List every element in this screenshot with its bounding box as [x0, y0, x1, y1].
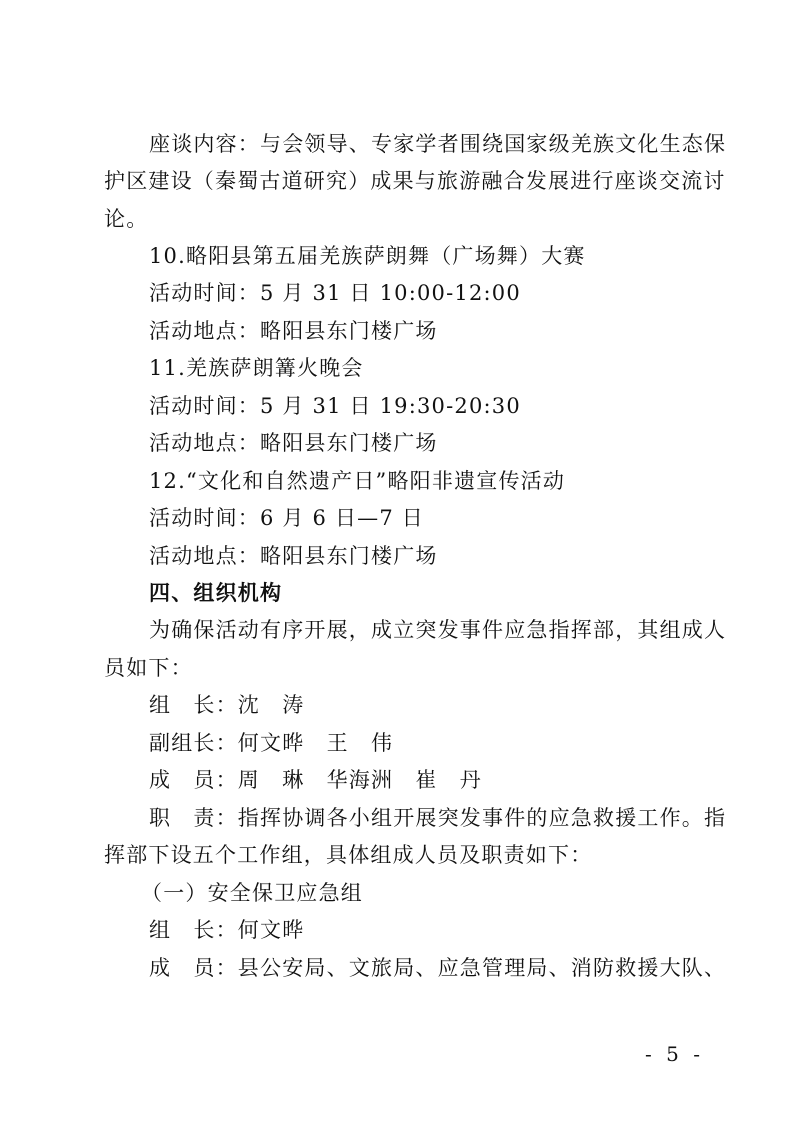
- activity-time: 活动时间：6 月 6 日—7 日: [149, 506, 424, 530]
- activity-location: 活动地点：略阳县东门楼广场: [149, 431, 438, 455]
- text-line: 挥部下设五个工作组，具体组成人员及职责如下：: [104, 843, 593, 867]
- members-line: 成 员：周 琳 华海洲 崔 丹: [149, 768, 482, 792]
- section-item-title: 12.“文化和自然遗产日”略阳非遗宣传活动: [149, 469, 566, 493]
- page-number: - 5 -: [645, 1042, 704, 1066]
- duties-line: 职 责：指挥协调各小组开展突发事件的应急救援工作。指: [149, 806, 727, 830]
- section-heading: 四、组织机构: [149, 581, 283, 605]
- members-line: 成 员：县公安局、文旅局、应急管理局、消防救援大队、: [149, 956, 727, 980]
- text-line: 为确保活动有序开展，成立突发事件应急指挥部，其组成人: [149, 618, 727, 642]
- activity-location: 活动地点：略阳县东门楼广场: [149, 544, 438, 568]
- section-item-title: 10.略阳县第五届羌族萨朗舞（广场舞）大赛: [149, 244, 586, 268]
- deputy-leader-line: 副组长：何文晔 王 伟: [149, 731, 394, 755]
- section-item-title: 11.羌族萨朗篝火晚会: [149, 356, 364, 380]
- text-line: 员如下：: [104, 656, 193, 680]
- text-line: 护区建设（秦蜀古道研究）成果与旅游融合发展进行座谈交流讨: [104, 169, 726, 193]
- text-line: 论。: [104, 207, 149, 231]
- activity-location: 活动地点：略阳县东门楼广场: [149, 319, 438, 343]
- activity-time: 活动时间：5 月 31 日 10:00-12:00: [149, 281, 521, 305]
- text-line: 座谈内容：与会领导、专家学者围绕国家级羌族文化生态保: [149, 132, 727, 156]
- subsection-heading: （一）安全保卫应急组: [141, 881, 363, 905]
- activity-time: 活动时间：5 月 31 日 19:30-20:30: [149, 394, 521, 418]
- leader-line: 组 长：何文晔: [149, 918, 305, 942]
- leader-line: 组 长：沈 涛: [149, 693, 305, 717]
